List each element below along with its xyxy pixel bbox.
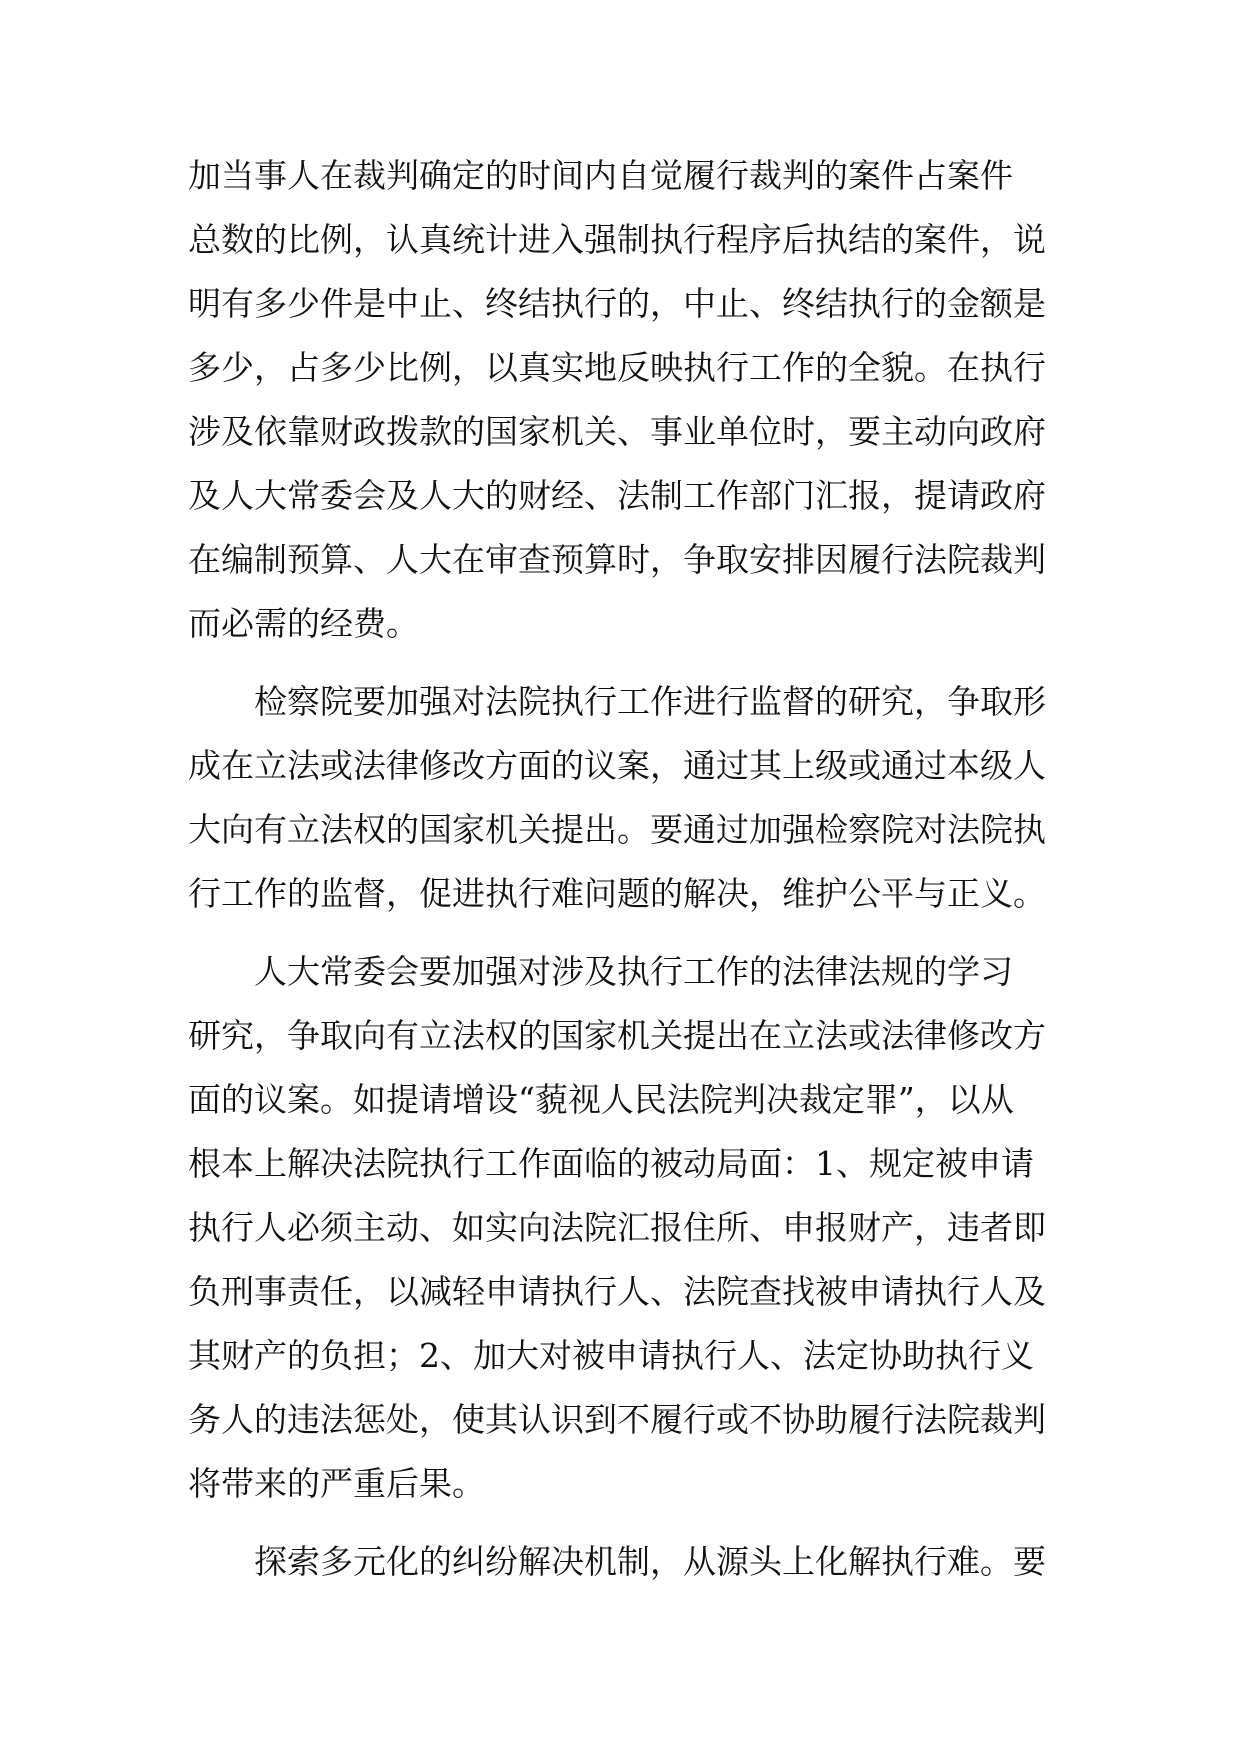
text-line: 多少，占多少比例，以真实地反映执行工作的全貌。在执行: [188, 348, 1046, 387]
text-line: 研究，争取向有立法权的国家机关提出在立法或法律修改方: [188, 1016, 1046, 1055]
text-line: 根本上解决法院执行工作面临的被动局面：1、规定被申请: [188, 1144, 1034, 1183]
text-line: 涉及依靠财政拨款的国家机关、事业单位时，要主动向政府: [188, 412, 1046, 451]
text-line: 及人大常委会及人大的财经、法制工作部门汇报，提请政府: [188, 476, 1046, 515]
text-line: 其财产的负担；2、加大对被申请执行人、法定协助执行义: [188, 1336, 1034, 1375]
paragraph-first-line: 人大常委会要加强对涉及执行工作的法律法规的学习: [254, 952, 1013, 991]
text-line: 在编制预算、人大在审查预算时，争取安排因履行法院裁判: [188, 540, 1046, 579]
paragraph-first-line: 探索多元化的纠纷解决机制，从源头上化解执行难。要: [254, 1542, 1046, 1581]
text-line: 加当事人在裁判确定的时间内自觉履行裁判的案件占案件: [188, 156, 1013, 195]
text-line: 务人的违法惩处，使其认识到不履行或不协助履行法院裁判: [188, 1400, 1046, 1439]
text-line: 大向有立法权的国家机关提出。要通过加强检察院对法院执: [188, 810, 1046, 849]
text-line: 而必需的经费。: [188, 604, 419, 643]
text-line: 负刑事责任，以减轻申请执行人、法院查找被申请执行人及: [188, 1272, 1046, 1311]
paragraph-first-line: 检察院要加强对法院执行工作进行监督的研究，争取形: [254, 682, 1046, 721]
text-line: 行工作的监督，促进执行难问题的解决，维护公平与正义。: [188, 874, 1046, 913]
text-line: 总数的比例，认真统计进入强制执行程序后执结的案件，说: [188, 220, 1046, 259]
text-line: 面的议案。如提请增设“藐视人民法院判决裁定罪”，以从: [188, 1080, 1014, 1119]
text-line: 明有多少件是中止、终结执行的，中止、终结执行的金额是: [188, 284, 1046, 323]
text-line: 执行人必须主动、如实向法院汇报住所、申报财产，违者即: [188, 1208, 1046, 1247]
text-line: 将带来的严重后果。: [188, 1464, 485, 1503]
text-line: 成在立法或法律修改方面的议案，通过其上级或通过本级人: [188, 746, 1046, 785]
